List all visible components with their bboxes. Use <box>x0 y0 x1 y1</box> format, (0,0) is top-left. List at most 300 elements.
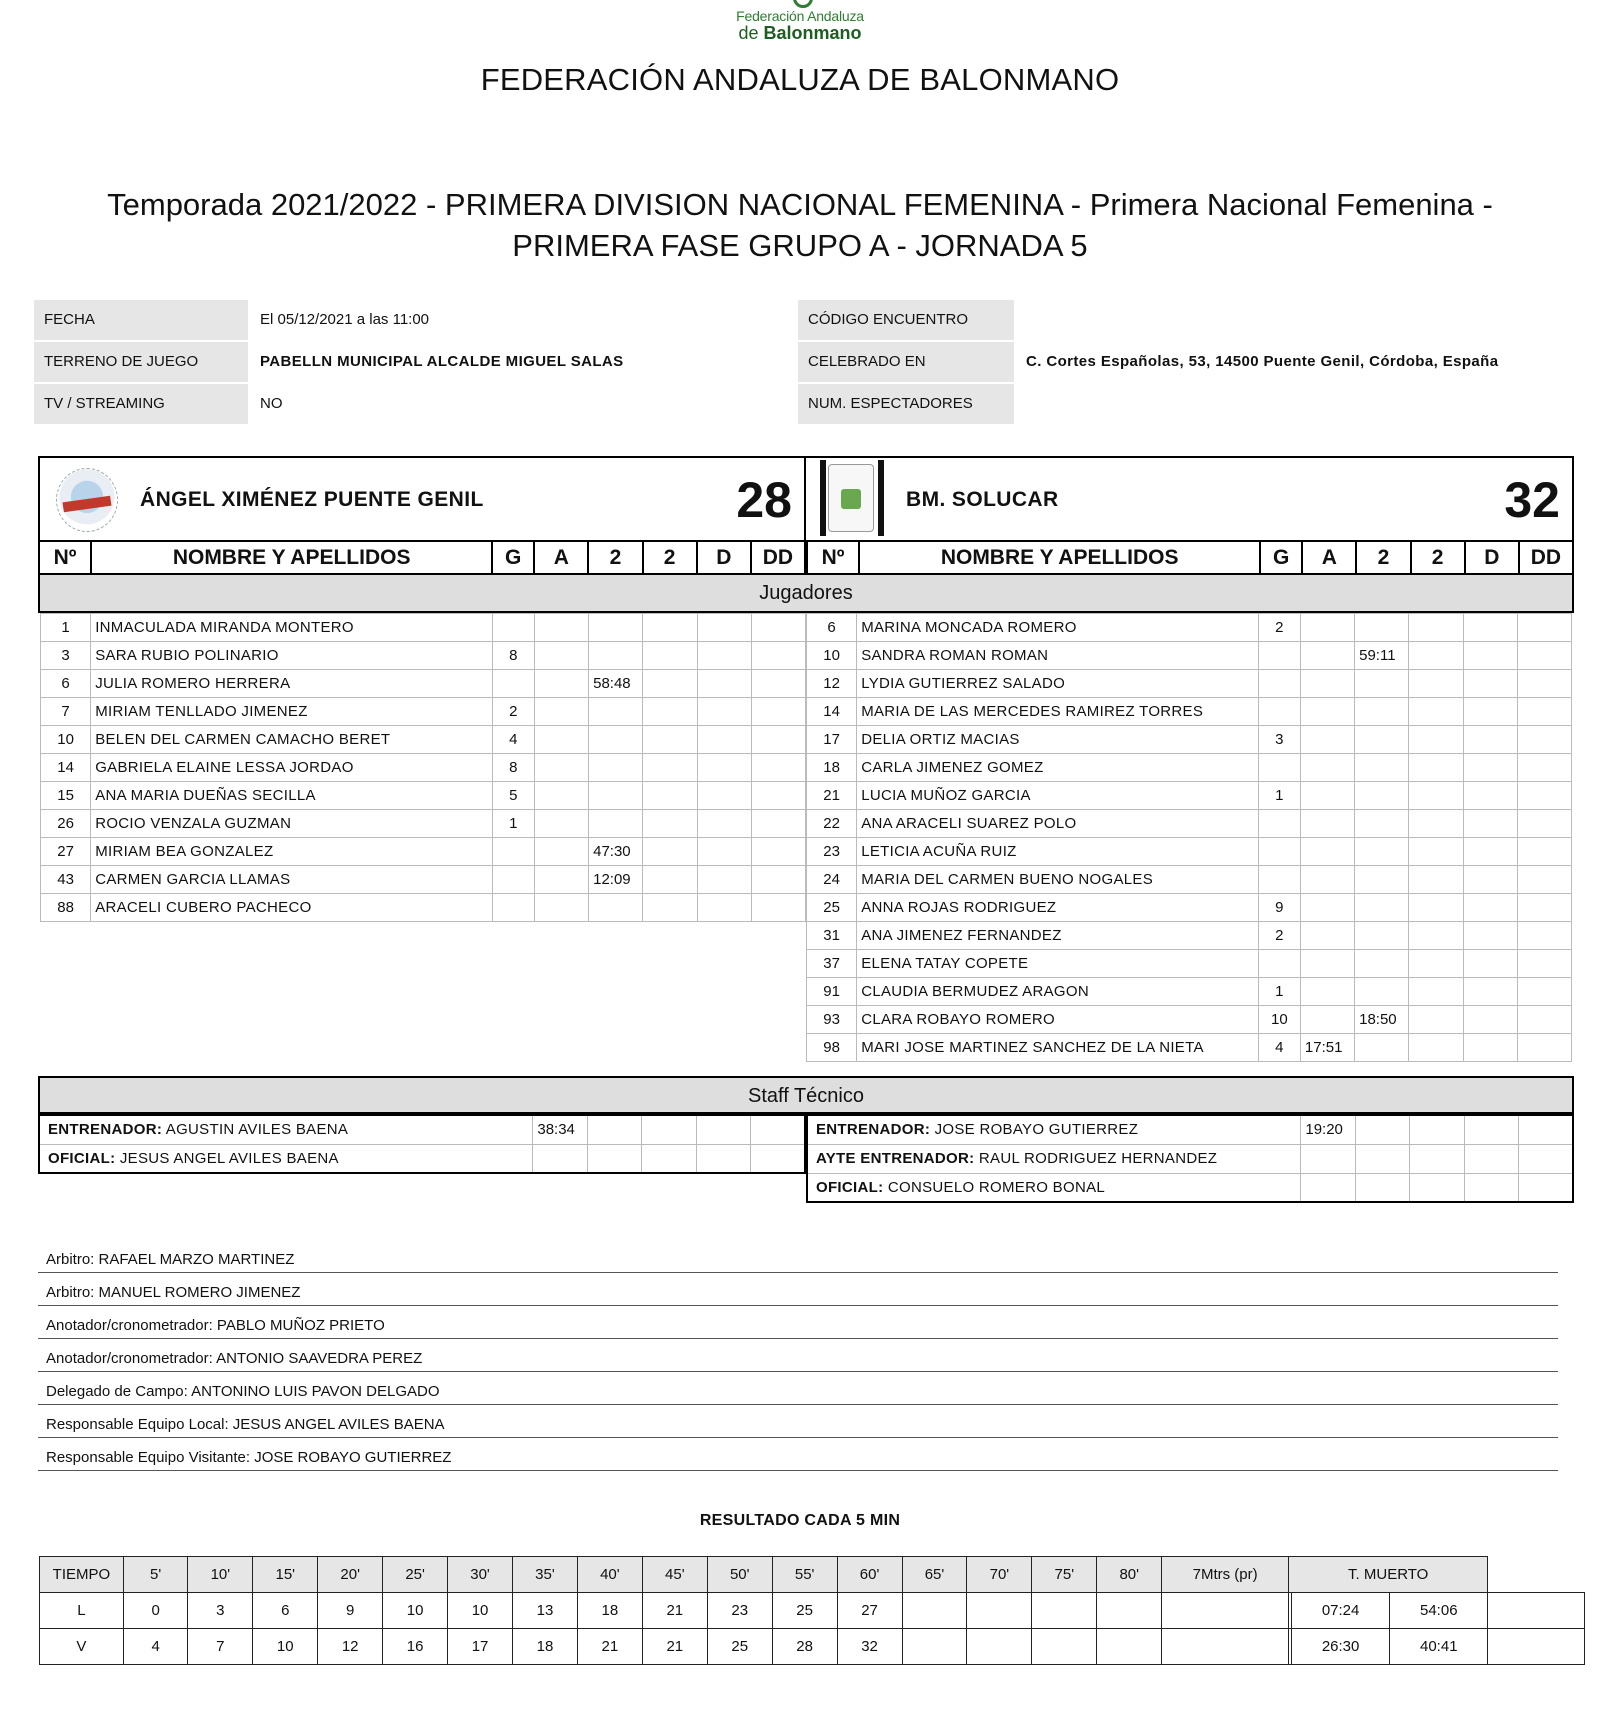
results-header-cell: 60' <box>837 1557 902 1593</box>
player-dd-cell <box>751 782 805 810</box>
staff-empty-cell <box>1464 1115 1518 1144</box>
results-header-row <box>40 1557 1585 1593</box>
player-m1-cell <box>589 894 643 922</box>
player-row <box>41 642 806 670</box>
results-value-cell: 7 <box>188 1629 253 1665</box>
results-header-cell: 35' <box>513 1557 578 1593</box>
player-m1-cell <box>1355 1034 1409 1062</box>
player-row <box>807 782 1572 810</box>
player-row <box>807 978 1572 1006</box>
player-name-cell: ROCIO VENZALA GUZMAN <box>91 810 493 838</box>
player-no-cell: 22 <box>807 810 857 838</box>
player-d-cell <box>1463 642 1517 670</box>
player-g-cell <box>1258 810 1300 838</box>
player-m2-cell <box>1409 782 1463 810</box>
player-no-cell: 14 <box>807 698 857 726</box>
player-d-cell <box>697 670 751 698</box>
player-m1-cell <box>589 810 643 838</box>
player-d-cell <box>1463 1006 1517 1034</box>
player-no-cell: 6 <box>807 614 857 642</box>
player-a-cell <box>534 782 588 810</box>
federation-title: FEDERACIÓN ANDALUZA DE BALONMANO <box>480 62 1120 97</box>
staff-role: ENTRENADOR: <box>816 1121 931 1139</box>
player-m1-cell <box>1355 614 1409 642</box>
player-m2-cell <box>1409 894 1463 922</box>
player-d-cell <box>1463 698 1517 726</box>
player-m2-cell <box>1409 1034 1463 1062</box>
player-no-cell: 93 <box>807 1006 857 1034</box>
player-g-cell <box>492 614 534 642</box>
home-team-header <box>38 456 806 540</box>
column-header: A <box>534 541 588 574</box>
results-value-cell: 21 <box>642 1629 707 1665</box>
player-name-cell: ARACELI CUBERO PACHECO <box>91 894 493 922</box>
player-no-cell: 91 <box>807 978 857 1006</box>
player-name-cell: MARI JOSE MARTINEZ SANCHEZ DE LA NIETA <box>857 1034 1259 1062</box>
staff-name: AGUSTIN AVILES BAENA <box>162 1121 349 1139</box>
player-d-cell <box>697 866 751 894</box>
player-m1-cell: 59:11 <box>1355 642 1409 670</box>
columns-header-row <box>807 541 1573 574</box>
player-m1-cell <box>1355 866 1409 894</box>
player-name-cell: JULIA ROMERO HERRERA <box>91 670 493 698</box>
staff-empty-cell <box>1519 1173 1573 1202</box>
staff-section-title: Staff Técnico <box>38 1076 1574 1114</box>
player-g-cell <box>1258 670 1300 698</box>
staff-empty-cell <box>1519 1115 1573 1144</box>
player-dd-cell <box>751 866 805 894</box>
official-line: Anotador/cronometrador: ANTONIO SAAVEDRA PEREZ <box>38 1339 1558 1372</box>
away-staff-table <box>806 1114 1574 1203</box>
player-a-cell <box>534 838 588 866</box>
column-header: Nº <box>39 541 91 574</box>
results-row <box>40 1593 1585 1629</box>
player-g-cell <box>492 838 534 866</box>
results-header-cell: 75' <box>1032 1557 1097 1593</box>
results-value-cell: 32 <box>837 1629 902 1665</box>
player-a-cell: 17:51 <box>1300 1034 1354 1062</box>
player-g-cell <box>1258 950 1300 978</box>
player-m2-cell <box>1409 922 1463 950</box>
results-timeout-cell <box>1488 1593 1585 1629</box>
player-m2-cell <box>1409 810 1463 838</box>
results-header-cell: 40' <box>577 1557 642 1593</box>
player-no-cell: 15 <box>41 782 91 810</box>
player-m2-cell <box>1409 978 1463 1006</box>
player-dd-cell <box>751 894 805 922</box>
results-value-cell: 18 <box>577 1593 642 1629</box>
player-dd-cell <box>1517 1006 1571 1034</box>
info-row-terreno <box>34 342 1574 382</box>
player-m1-cell <box>589 642 643 670</box>
player-a-cell <box>534 894 588 922</box>
column-header: D <box>697 541 751 574</box>
player-a-cell <box>534 614 588 642</box>
staff-name: JOSE ROBAYO GUTIERREZ <box>930 1121 1139 1139</box>
player-m2-cell <box>643 670 697 698</box>
player-a-cell <box>1300 642 1354 670</box>
player-name-cell: DELIA ORTIZ MACIAS <box>857 726 1259 754</box>
staff-role: AYTE ENTRENADOR: <box>816 1150 975 1167</box>
player-name-cell: MIRIAM TENLLADO JIMENEZ <box>91 698 493 726</box>
player-a-cell <box>534 698 588 726</box>
results-value-cell <box>1097 1629 1162 1665</box>
player-name-cell: ANNA ROJAS RODRIGUEZ <box>857 894 1259 922</box>
player-d-cell <box>1463 754 1517 782</box>
player-a-cell <box>1300 670 1354 698</box>
player-row <box>807 838 1572 866</box>
player-a-cell <box>1300 950 1354 978</box>
results-value-cell: 28 <box>772 1629 837 1665</box>
staff-empty-cell <box>751 1115 805 1144</box>
player-name-cell: SANDRA ROMAN ROMAN <box>857 642 1259 670</box>
staff-empty-cell <box>696 1144 750 1173</box>
staff-a-cell <box>1301 1173 1355 1202</box>
player-no-cell: 7 <box>41 698 91 726</box>
player-a-cell <box>1300 614 1354 642</box>
results-value-cell: 10 <box>448 1593 513 1629</box>
codigo-value <box>1016 300 1566 340</box>
column-header: 2 <box>643 541 697 574</box>
player-name-cell: GABRIELA ELAINE LESSA JORDAO <box>91 754 493 782</box>
away-score: 32 <box>1504 472 1560 528</box>
player-dd-cell <box>751 838 805 866</box>
results-value-cell: 10 <box>383 1593 448 1629</box>
player-g-cell <box>1258 754 1300 782</box>
player-m2-cell <box>643 614 697 642</box>
results-header-cell: 65' <box>902 1557 967 1593</box>
column-header: A <box>1302 541 1356 574</box>
results-timeout-cell: 26:30 <box>1292 1629 1390 1665</box>
player-a-cell <box>534 670 588 698</box>
player-d-cell <box>1463 894 1517 922</box>
player-m2-cell <box>643 726 697 754</box>
staff-role: OFICIAL: <box>816 1178 884 1196</box>
staff-a-cell: 19:20 <box>1301 1115 1355 1144</box>
staff-name: RAUL RODRIGUEZ HERNANDEZ <box>974 1150 1218 1167</box>
player-dd-cell <box>1517 866 1571 894</box>
player-a-cell <box>534 642 588 670</box>
home-players-table <box>40 613 806 922</box>
player-name-cell: ANA MARIA DUEÑAS SECILLA <box>91 782 493 810</box>
player-d-cell <box>697 782 751 810</box>
results-value-cell <box>967 1629 1032 1665</box>
home-staff-table <box>38 1114 806 1174</box>
player-no-cell: 14 <box>41 754 91 782</box>
player-no-cell: 98 <box>807 1034 857 1062</box>
player-dd-cell <box>1517 670 1571 698</box>
results-timeout-cell: 07:24 <box>1292 1593 1390 1629</box>
player-g-cell <box>492 866 534 894</box>
official-line: Delegado de Campo: ANTONINO LUIS PAVON DELGADO <box>38 1372 1558 1405</box>
player-d-cell <box>1463 1034 1517 1062</box>
official-line: Responsable Equipo Local: JESUS ANGEL AVILES BAENA <box>38 1405 1558 1438</box>
player-g-cell: 9 <box>1258 894 1300 922</box>
player-dd-cell <box>1517 614 1571 642</box>
player-no-cell: 1 <box>41 614 91 642</box>
player-g-cell: 2 <box>1258 614 1300 642</box>
home-crest-icon <box>56 468 118 532</box>
player-m2-cell <box>643 810 697 838</box>
away-players-table <box>806 613 1572 1062</box>
column-header: DD <box>1519 541 1573 574</box>
player-g-cell: 1 <box>492 810 534 838</box>
player-g-cell <box>1258 642 1300 670</box>
player-m2-cell <box>1409 614 1463 642</box>
player-m2-cell <box>643 698 697 726</box>
staff-empty-cell <box>1519 1144 1573 1173</box>
results-value-cell: 17 <box>448 1629 513 1665</box>
player-no-cell: 17 <box>807 726 857 754</box>
info-row-tv <box>34 384 1574 424</box>
results-value-cell: 4 <box>123 1629 188 1665</box>
player-a-cell <box>1300 978 1354 1006</box>
staff-a-cell <box>533 1144 587 1173</box>
player-m2-cell <box>643 894 697 922</box>
player-m2-cell <box>1409 698 1463 726</box>
player-m2-cell <box>1409 670 1463 698</box>
player-d-cell <box>697 642 751 670</box>
results-header-cell: 25' <box>383 1557 448 1593</box>
player-row <box>807 698 1572 726</box>
staff-row <box>39 1115 805 1144</box>
player-name-cell: ELENA TATAY COPETE <box>857 950 1259 978</box>
player-name-cell: CLARA ROBAYO ROMERO <box>857 1006 1259 1034</box>
results-value-cell: 23 <box>707 1593 772 1629</box>
player-name-cell: LUCIA MUÑOZ GARCIA <box>857 782 1259 810</box>
player-no-cell: 31 <box>807 922 857 950</box>
staff-empty-cell <box>1464 1144 1518 1173</box>
results-timeout-cell: 54:06 <box>1390 1593 1488 1629</box>
results-header-cell: TIEMPO <box>40 1557 124 1593</box>
home-team-name: ÁNGEL XIMÉNEZ PUENTE GENIL <box>140 488 484 511</box>
season-title <box>40 184 1560 266</box>
player-name-cell: BELEN DEL CARMEN CAMACHO BERET <box>91 726 493 754</box>
player-row <box>41 670 806 698</box>
staff-empty-cell <box>1410 1173 1464 1202</box>
results-timeout-cell: 40:41 <box>1390 1629 1488 1665</box>
player-g-cell <box>1258 838 1300 866</box>
player-d-cell <box>697 810 751 838</box>
player-name-cell: LYDIA GUTIERREZ SALADO <box>857 670 1259 698</box>
staff-empty-cell <box>1410 1144 1464 1173</box>
logo-line2-prefix: de <box>738 23 764 43</box>
player-m2-cell <box>643 866 697 894</box>
player-no-cell: 27 <box>41 838 91 866</box>
results-value-cell <box>902 1629 967 1665</box>
player-name-cell: MIRIAM BEA GONZALEZ <box>91 838 493 866</box>
player-dd-cell <box>751 698 805 726</box>
player-row <box>807 894 1572 922</box>
staff-role: OFICIAL: <box>48 1149 116 1167</box>
player-row <box>41 614 806 642</box>
staff-name: CONSUELO ROMERO BONAL <box>883 1178 1106 1196</box>
results-header-cell: 45' <box>642 1557 707 1593</box>
staff-empty-cell <box>642 1144 696 1173</box>
player-a-cell <box>534 866 588 894</box>
fecha-label: FECHA <box>34 300 248 340</box>
player-row <box>41 726 806 754</box>
logo-line2 <box>700 23 900 44</box>
column-header: D <box>1465 541 1519 574</box>
player-m2-cell <box>643 838 697 866</box>
staff-a-cell: 38:34 <box>533 1115 587 1144</box>
official-line: Arbitro: RAFAEL MARZO MARTINEZ <box>38 1240 1558 1273</box>
player-m1-cell <box>1355 782 1409 810</box>
player-row <box>807 866 1572 894</box>
player-m2-cell <box>643 782 697 810</box>
player-row <box>41 698 806 726</box>
player-d-cell <box>697 838 751 866</box>
tv-label: TV / STREAMING <box>34 384 248 424</box>
staff-empty-cell <box>696 1115 750 1144</box>
player-g-cell: 5 <box>492 782 534 810</box>
away-crest-icon <box>814 460 886 536</box>
player-m2-cell <box>643 642 697 670</box>
player-g-cell: 2 <box>1258 922 1300 950</box>
player-no-cell: 12 <box>807 670 857 698</box>
player-row <box>807 754 1572 782</box>
results-value-cell: 27 <box>837 1593 902 1629</box>
player-no-cell: 26 <box>41 810 91 838</box>
espectadores-value <box>1016 384 1566 424</box>
player-row <box>41 838 806 866</box>
player-d-cell <box>1463 978 1517 1006</box>
results-row-label: L <box>40 1593 124 1629</box>
away-columns-header <box>806 540 1574 575</box>
player-name-cell: MARIA DE LAS MERCEDES RAMIREZ TORRES <box>857 698 1259 726</box>
results-value-cell: 12 <box>318 1629 383 1665</box>
player-a-cell <box>1300 922 1354 950</box>
columns-header-row <box>39 541 805 574</box>
player-g-cell: 8 <box>492 754 534 782</box>
results-header-cell: 55' <box>772 1557 837 1593</box>
player-dd-cell <box>751 726 805 754</box>
player-no-cell: 10 <box>807 642 857 670</box>
player-row <box>807 922 1572 950</box>
results-header-cell: 80' <box>1097 1557 1162 1593</box>
player-m1-cell <box>1355 922 1409 950</box>
staff-empty-cell <box>751 1144 805 1173</box>
player-no-cell: 43 <box>41 866 91 894</box>
results-value-cell <box>1032 1593 1097 1629</box>
column-header: NOMBRE Y APELLIDOS <box>859 541 1260 574</box>
player-dd-cell <box>751 810 805 838</box>
player-m2-cell <box>1409 838 1463 866</box>
staff-name-cell <box>807 1115 1301 1144</box>
terreno-value: PABELLN MUNICIPAL ALCALDE MIGUEL SALAS <box>260 353 624 370</box>
player-row <box>807 1034 1572 1062</box>
player-dd-cell <box>1517 838 1571 866</box>
player-m1-cell <box>1355 698 1409 726</box>
player-g-cell: 10 <box>1258 1006 1300 1034</box>
results-header-cell: 50' <box>707 1557 772 1593</box>
player-d-cell <box>1463 838 1517 866</box>
results-value-cell <box>1162 1593 1289 1629</box>
season-line2: PRIMERA FASE GRUPO A - JORNADA 5 <box>512 228 1088 263</box>
player-a-cell <box>1300 726 1354 754</box>
player-g-cell <box>492 670 534 698</box>
player-row <box>41 866 806 894</box>
column-header: Nº <box>807 541 859 574</box>
results-value-cell: 6 <box>253 1593 318 1629</box>
staff-empty-cell <box>1355 1115 1409 1144</box>
results-timeout-cell <box>1488 1629 1585 1665</box>
player-no-cell: 88 <box>41 894 91 922</box>
player-m1-cell: 47:30 <box>589 838 643 866</box>
player-d-cell <box>1463 866 1517 894</box>
staff-empty-cell <box>587 1144 641 1173</box>
player-m2-cell <box>1409 1006 1463 1034</box>
staff-name-cell <box>807 1173 1301 1202</box>
player-name-cell: SARA RUBIO POLINARIO <box>91 642 493 670</box>
player-m1-cell <box>1355 670 1409 698</box>
results-header-cell: 10' <box>188 1557 253 1593</box>
player-m1-cell <box>1355 810 1409 838</box>
results-value-cell: 16 <box>383 1629 448 1665</box>
results-title: RESULTADO CADA 5 MIN <box>699 1512 901 1529</box>
celebrado-label: CELEBRADO EN <box>798 342 1014 382</box>
results-header-cell: 7Mtrs (pr) <box>1162 1557 1289 1593</box>
player-g-cell <box>1258 866 1300 894</box>
celebrado-value: C. Cortes Españolas, 53, 14500 Puente Genil, Córdoba, España <box>1026 353 1499 370</box>
player-a-cell <box>1300 754 1354 782</box>
player-g-cell: 8 <box>492 642 534 670</box>
player-name-cell: ANA ARACELI SUAREZ POLO <box>857 810 1259 838</box>
player-name-cell: MARINA MONCADA ROMERO <box>857 614 1259 642</box>
staff-row <box>39 1144 805 1173</box>
player-m1-cell: 18:50 <box>1355 1006 1409 1034</box>
player-row <box>807 726 1572 754</box>
results-header-cell: T. MUERTO <box>1289 1557 1488 1593</box>
results-header-cell: 30' <box>448 1557 513 1593</box>
staff-empty-cell <box>1410 1115 1464 1144</box>
season-line1: Temporada 2021/2022 - PRIMERA DIVISION NACIONAL FEMENINA - Primera Nacional Femenina - <box>107 187 1493 222</box>
official-line: Arbitro: MANUEL ROMERO JIMENEZ <box>38 1273 1558 1306</box>
player-d-cell <box>1463 810 1517 838</box>
info-row-fecha <box>34 300 1574 340</box>
player-d-cell <box>1463 950 1517 978</box>
fecha-value: El 05/12/2021 a las 11:00 <box>260 311 430 328</box>
player-no-cell: 3 <box>41 642 91 670</box>
player-name-cell: LETICIA ACUÑA RUIZ <box>857 838 1259 866</box>
player-name-cell: MARIA DEL CARMEN BUENO NOGALES <box>857 866 1259 894</box>
staff-name-cell <box>807 1144 1301 1173</box>
player-dd-cell <box>751 614 805 642</box>
staff-row <box>807 1173 1573 1202</box>
staff-name-cell <box>39 1115 533 1144</box>
tv-value: NO <box>260 395 283 412</box>
player-a-cell <box>534 726 588 754</box>
player-g-cell: 2 <box>492 698 534 726</box>
player-dd-cell <box>1517 810 1571 838</box>
results-value-cell: 21 <box>642 1593 707 1629</box>
staff-empty-cell <box>1355 1173 1409 1202</box>
player-a-cell <box>1300 894 1354 922</box>
player-a-cell <box>1300 810 1354 838</box>
logo-line2-text: Balonmano <box>763 23 862 43</box>
player-d-cell <box>697 894 751 922</box>
player-d-cell <box>697 726 751 754</box>
player-name-cell: ANA JIMENEZ FERNANDEZ <box>857 922 1259 950</box>
staff-name-cell <box>39 1144 533 1173</box>
player-no-cell: 10 <box>41 726 91 754</box>
column-header: NOMBRE Y APELLIDOS <box>91 541 492 574</box>
player-name-cell: CARMEN GARCIA LLAMAS <box>91 866 493 894</box>
staff-empty-cell <box>1464 1173 1518 1202</box>
results-value-cell: 25 <box>707 1629 772 1665</box>
player-m2-cell <box>1409 950 1463 978</box>
